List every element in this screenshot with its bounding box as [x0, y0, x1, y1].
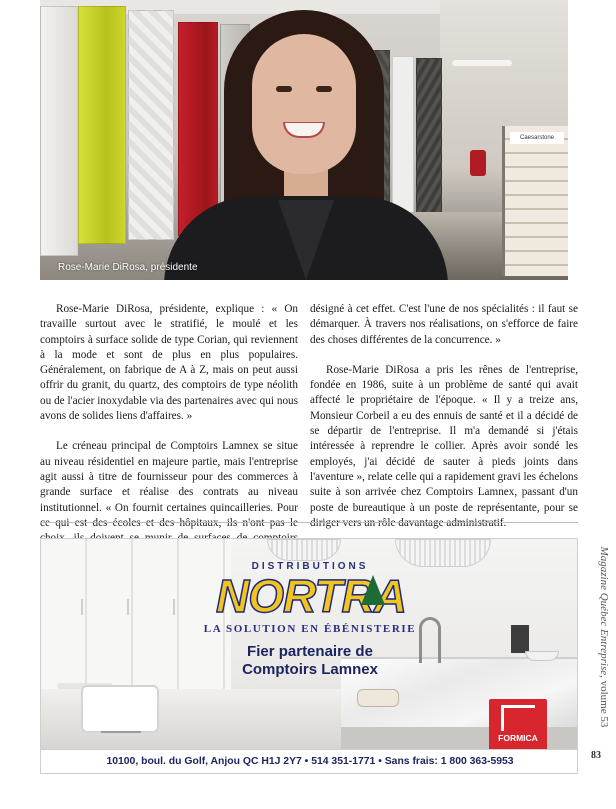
paragraph: désigné à cet effet. C'est l'une de nos spécialités : il faut se démarquer. À travers nos réalisations, on s'efforce de faire des choses différentes de la concurrence. » [310, 303, 578, 346]
formica-mark-icon [501, 705, 535, 731]
portrait-photo [40, 0, 568, 280]
tea-tray [357, 689, 399, 707]
formica-wordmark: FORMICA [498, 733, 538, 743]
magazine-title: Magazine Québec Entreprise [598, 546, 610, 676]
paragraph: Rose-Marie DiRosa, présidente, explique : « On travaille surtout avec le stratifié, le moulé et les comptoirs à surface solide de type Corian, qui reviennent à la mode et sont de plus en plus populaires. Généralement, on fabrique de A à Z, mais on peut aussi offrir du granit, du quartz, des comptoirs de type néolith ou de l'acier inoxydable via des partenaires avec qui nous avons de solides liens d'affaires. » [40, 303, 298, 423]
person [158, 0, 458, 280]
sample-panel-white [40, 6, 78, 256]
right-eye [316, 86, 332, 92]
article-column-right [310, 302, 578, 546]
photo-caption: Rose-Marie DiRosa, présidente [58, 262, 198, 273]
pendant-lamp [267, 539, 341, 561]
left-eye [276, 86, 292, 92]
paragraph: Rose-Marie DiRosa a pris les rênes de l'entreprise, fondée en 1986, suite à un problème de santé qui avait affecté le propriétaire de l'époque. « Il y a treize ans, Monsieur Corbeil a eu des ennuis de santé et il a décidé de se départir de l'entreprise. Il m'a demandé si j'étais intéressée à reprendre le collier. Après avoir sondé les employés, j'ai décidé de sauter à pieds joints dans l'aventure », relate celle qui a rapidement gravi les échelons suite à son arrivée chez Comptoirs Lamnex, passant d'un poste de bureautique à un poste de représentante, pour se [310, 363, 578, 514]
ceiling-lamp [452, 60, 512, 66]
lounge-chair [81, 685, 159, 733]
brand-prefix: DISTRIBUTIONS [251, 561, 369, 572]
cabinet-handle [127, 599, 129, 615]
magazine-volume [598, 537, 610, 737]
cabinet-handle [173, 599, 175, 615]
running-footer [597, 537, 611, 737]
tagline-line: Fier partenaire de [247, 643, 373, 660]
chair-leg [101, 731, 141, 741]
rack-label: Caesarstone [510, 132, 564, 144]
face [252, 34, 356, 174]
tagline-line: Comptoirs Lamnex [242, 661, 378, 678]
nortra-logo [211, 569, 411, 623]
divider [40, 522, 578, 523]
sample-rack [502, 126, 568, 276]
formica-logo [489, 699, 547, 751]
red-accent [470, 150, 486, 176]
nortra-advertisement[interactable] [40, 538, 578, 774]
ad-tagline [41, 643, 578, 679]
paragraph: Le créneau principal de Comptoirs Lamnex se situe au niveau résidentiel en majeure partie, mais l'entreprise agit aussi à titre de fournisseur pour des commerces à grande surface et réalise des contrats au niveau institutionnel. « On fournit certaines quincailleries. Pour [40, 440, 298, 514]
article-column-left [40, 302, 298, 577]
volume-label: , volume 53 [598, 675, 610, 728]
sample-panel-yellow [78, 6, 126, 244]
cabinet-handle [81, 599, 83, 615]
brand-name: NORTRA [216, 570, 406, 622]
address-bar [41, 749, 578, 774]
page-number: 83 [591, 750, 601, 761]
tree-icon [361, 575, 385, 605]
contact-address: 10100, boul. du Golf, Anjou QC H1J 2Y7 • 514 351-1771 • Sans frais: 1 800 363-5953 [106, 756, 514, 767]
brand-slogan: LA SOLUTION EN ÉBÉNISTERIE [203, 623, 417, 635]
